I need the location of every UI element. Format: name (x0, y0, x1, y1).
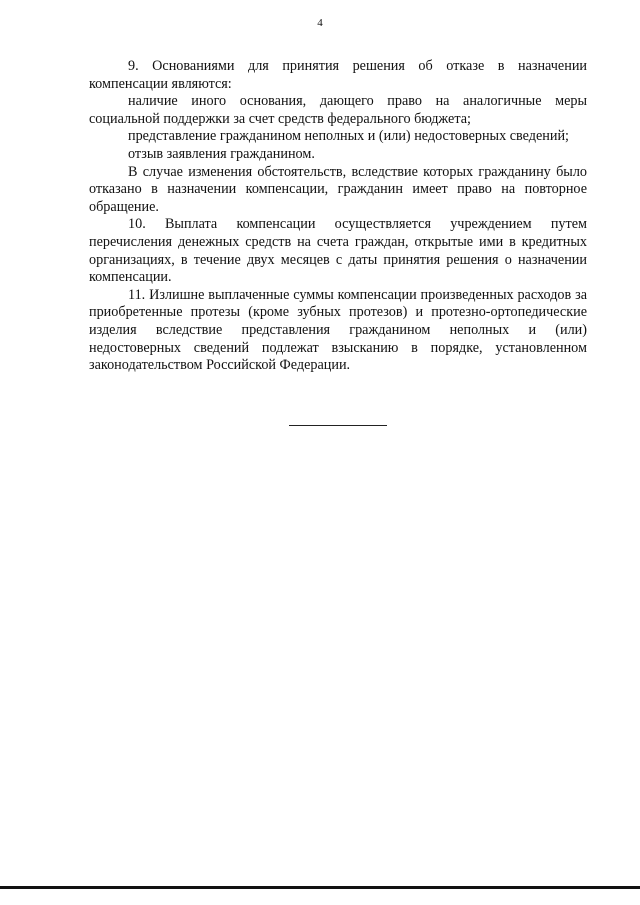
paragraph-other-grounds: наличие иного основания, дающего право на аналогичные меры социальной поддержки за счет средств федерального бюджета; (89, 93, 587, 127)
paragraph-grounds-for-refusal: 9. Основаниями для принятия решения об отказе в назначении компенсации являются: (89, 58, 587, 92)
document-body (89, 58, 587, 375)
page-bottom-border (0, 886, 640, 889)
page-number: 4 (317, 17, 323, 29)
paragraph-payment: 10. Выплата компенсации осуществляется учреждением путем перечисления денежных средств на счета граждан, открытые ими в кредитных организациях, в течение двух месяцев с даты принятия решения о назначении компенсации. (89, 216, 587, 286)
paragraph-incomplete-info: представление гражданином неполных и (или) недостоверных сведений; (128, 128, 569, 145)
paragraph-reapplication: В случае изменения обстоятельств, вследствие которых гражданину было отказано в назначении компенсации, гражданин имеет право на повторное обращение. (89, 163, 587, 215)
paragraph-overpayment-recovery: 11. Излишне выплаченные суммы компенсации произведенных расходов за приобретенные протезы (кроме зубных протезов) и протезно-ортопедические изделия вследствие представления гражданином неполных и (или) недостоверных сведений подлежат взысканию в порядке, установленном законодательством Российской Федерации. (89, 286, 587, 374)
paragraph-withdrawal: отзыв заявления гражданином. (128, 145, 315, 162)
end-separator-line (289, 425, 387, 426)
